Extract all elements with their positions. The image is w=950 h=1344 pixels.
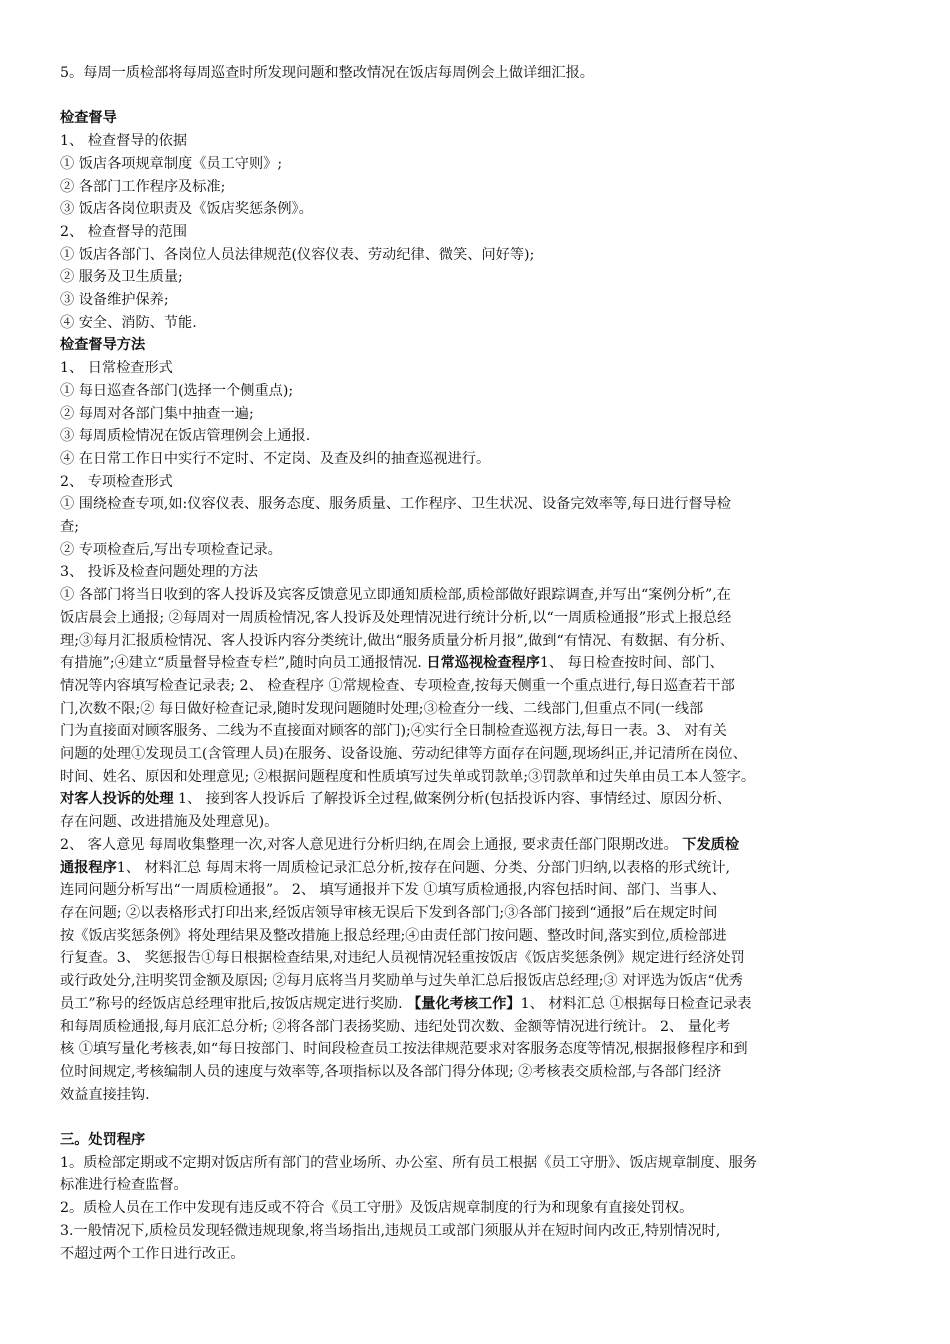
paragraph — [60, 584, 898, 834]
text-line: 1、 日常检查形式 — [60, 360, 173, 377]
paragraph-line: 或行政处分,注明奖罚金额及原因; ②每月底将当月奖励单与过失单汇总后报饭店总经理;③ 对评选为饭店“优秀 — [60, 973, 743, 990]
paragraph-line: 存在问题、改进措施及处理意见)。 — [60, 814, 279, 831]
text-line: ① 饭店各项规章制度《员工守则》; — [60, 155, 283, 172]
section-heading: 三。处罚程序 — [60, 1132, 146, 1149]
document-page — [60, 62, 898, 1265]
paragraph-line: 有措施”;④建立“质量督导检查专栏”,随时向员工通报情况. 日常巡视检查程序1、 每日检查按时间、部门、 — [60, 655, 724, 672]
paragraph-line: 2、 客人意见 每周收集整理一次,对客人意见进行分析归纳,在周会上通报, 要求责任部门限期改进。 下发质检 — [60, 836, 740, 853]
paragraph-line: 员工”称号的经饭店总经理审批后,按饭店规定进行奖励. 【量化考核工作】1、 材料汇总 ①根据每日检查记录表 — [60, 995, 752, 1012]
paragraph-line: 饭店晨会上通报; ②每周对一周质检情况,客人投诉及处理情况进行统计分析,以“一周质检通报”形式上报总经 — [60, 609, 732, 626]
paragraph-line: 1。质检部定期或不定期对饭店所有部门的营业场所、办公室、所有员工根据《员工守册》、饭店规章制度、服务 — [60, 1154, 758, 1171]
text-line: ② 服务及卫生质量; — [60, 269, 183, 286]
blank-line — [60, 1106, 898, 1129]
paragraph-line: 通报程序1、 材料汇总 每周末将一周质检记录汇总分析,按存在问题、分类、分部门归纳,以表格的形式统计, — [60, 859, 731, 876]
paragraph-line: 位时间规定,考核编制人员的速度与效率等,各项指标以及各部门得分体现; ②考核表交质检部,与各部门经济 — [60, 1063, 722, 1080]
paragraph-line: 门为直接面对顾客服务、二线为不直接面对顾客的部门);④实行全日制检查巡视方法,每日一表。3、 对有关 — [60, 723, 727, 740]
paragraph — [60, 1220, 898, 1265]
paragraph-line: 对客人投诉的处理 1、 接到客人投诉后 了解投诉全过程,做案例分析(包括投诉内容、事情经过、原因分析、 — [60, 791, 732, 808]
paragraph-line: ① 围绕检查专项,如:仪容仪表、服务态度、服务质量、工作程序、卫生状况、设备完效率等,每日进行督导检 — [60, 496, 731, 513]
paragraph-line: 存在问题; ②以表格形式打印出来,经饭店领导审核无误后下发到各部门;③各部门接到“通报”后在规定时间 — [60, 905, 718, 921]
paragraph-line: 问题的处理①发现员工(含管理人员)在服务、设备设施、劳动纪律等方面存在问题,现场纠正,并记清所在岗位、 — [60, 746, 747, 763]
inline-heading: 日常巡视检查程序 — [426, 655, 540, 672]
paragraph-line: 情况等内容填写检查记录表; 2、 检查程序 ①常规检查、专项检查,按每天侧重一个重点进行,每日巡查若干部 — [60, 677, 735, 694]
paragraph — [60, 834, 898, 1106]
paragraph-line: 3.一般情况下,质检员发现轻微违规现象,将当场指出,违规员工或部门须服从并在短时间内改正,特别情况时, — [60, 1222, 721, 1239]
text-line: 3、 投诉及检查问题处理的方法 — [60, 564, 258, 581]
section-heading: 检查督导 — [60, 110, 117, 127]
paragraph-line: 时间、姓名、原因和处理意见; ②根据问题程度和性质填写过失单或罚款单;③罚款单和过失单由员工本人签字。 — [60, 768, 756, 785]
text-line: ② 每周对各部门集中抽查一遍; — [60, 405, 254, 422]
inline-heading: 对客人投诉的处理 — [60, 791, 174, 808]
text-line: ④ 在日常工作日中实行不定时、不定岗、及查及纠的抽查巡视进行。 — [60, 450, 491, 467]
text-line: 2。质检人员在工作中发现有违反或不符合《员工守册》及饭店规章制度的行为和现象有直接处罚权。 — [60, 1200, 694, 1217]
text-line: ③ 每周质检情况在饭店管理例会上通报. — [60, 428, 311, 445]
inline-heading: 通报程序 — [60, 859, 117, 876]
text-line: 2、 检查督导的范围 — [60, 223, 188, 240]
inline-heading: 【量化考核工作】 — [407, 995, 521, 1012]
paragraph-line: ① 各部门将当日收到的客人投诉及宾客反馈意见立即通知质检部,质检部做好跟踪调查,并写出“案例分析”,在 — [60, 587, 731, 604]
paragraph-line: 和每周质检通报,每月底汇总分析; ②将各部门表扬奖励、违纪处罚次数、金额等情况进行统计。 2、 量化考 — [60, 1018, 731, 1035]
inline-heading: 下发质检 — [682, 836, 740, 853]
text-line: ② 各部门工作程序及标准; — [60, 178, 226, 195]
section-heading: 检查督导方法 — [60, 337, 146, 354]
paragraph — [60, 1152, 898, 1197]
blank-line — [60, 85, 898, 108]
paragraph-line: 效益直接挂钩. — [60, 1086, 150, 1103]
text-line: 2、 专项检查形式 — [60, 473, 173, 490]
paragraph-line: 行复查。3、 奖惩报告①每日根据检查结果,对违纪人员视情况轻重按饭店《饭店奖惩条例》规定进行经济处罚 — [60, 950, 745, 967]
text-line: ③ 设备维护保养; — [60, 292, 169, 309]
paragraph-line: 按《饭店奖惩条例》将处理结果及整改措施上报总经理;④由责任部门按问题、整改时间,落实到位,质检部进 — [60, 927, 727, 944]
paragraph-line: 不超过两个工作日进行改正。 — [60, 1245, 245, 1262]
paragraph — [60, 493, 898, 538]
paragraph-line: 核 ①填写量化考核表,如“每日按部门、时间段检查员工按法律规范要求对客服务态度等情况,根据报修程序和到 — [60, 1041, 748, 1058]
paragraph-line: 门,次数不限;② 每日做好检查记录,随时发现问题随时处理;③检查分一线、二线部门,但重点不同(一线部 — [60, 700, 704, 717]
text-line: ③ 饭店各岗位职责及《饭店奖惩条例》。 — [60, 201, 313, 218]
paragraph-line: 标准进行检查监督。 — [60, 1177, 188, 1194]
paragraph-line: 理;③每月汇报质检情况、客人投诉内容分类统计,做出“服务质量分析月报”,做到“有情况、有数据、有分析、 — [60, 632, 734, 649]
text-line: ② 专项检查后,写出专项检查记录。 — [60, 541, 282, 558]
text-line: ① 饭店各部门、各岗位人员法律规范(仪容仪表、劳动纪律、微笑、问好等); — [60, 246, 535, 263]
paragraph-line: 连同问题分析写出“一周质检通报”。 2、 填写通报并下发 ①填写质检通报,内容包括时间、部门、当事人、 — [60, 882, 726, 899]
text-line: 1、 检查督导的依据 — [60, 133, 188, 150]
text-line: ④ 安全、消防、节能. — [60, 314, 197, 331]
paragraph-line: 查; — [60, 519, 79, 536]
text-line: ① 每日巡查各部门(选择一个侧重点); — [60, 382, 294, 399]
text-line: 5。每周一质检部将每周巡查时所发现问题和整改情况在饭店每周例会上做详细汇报。 — [60, 65, 594, 81]
